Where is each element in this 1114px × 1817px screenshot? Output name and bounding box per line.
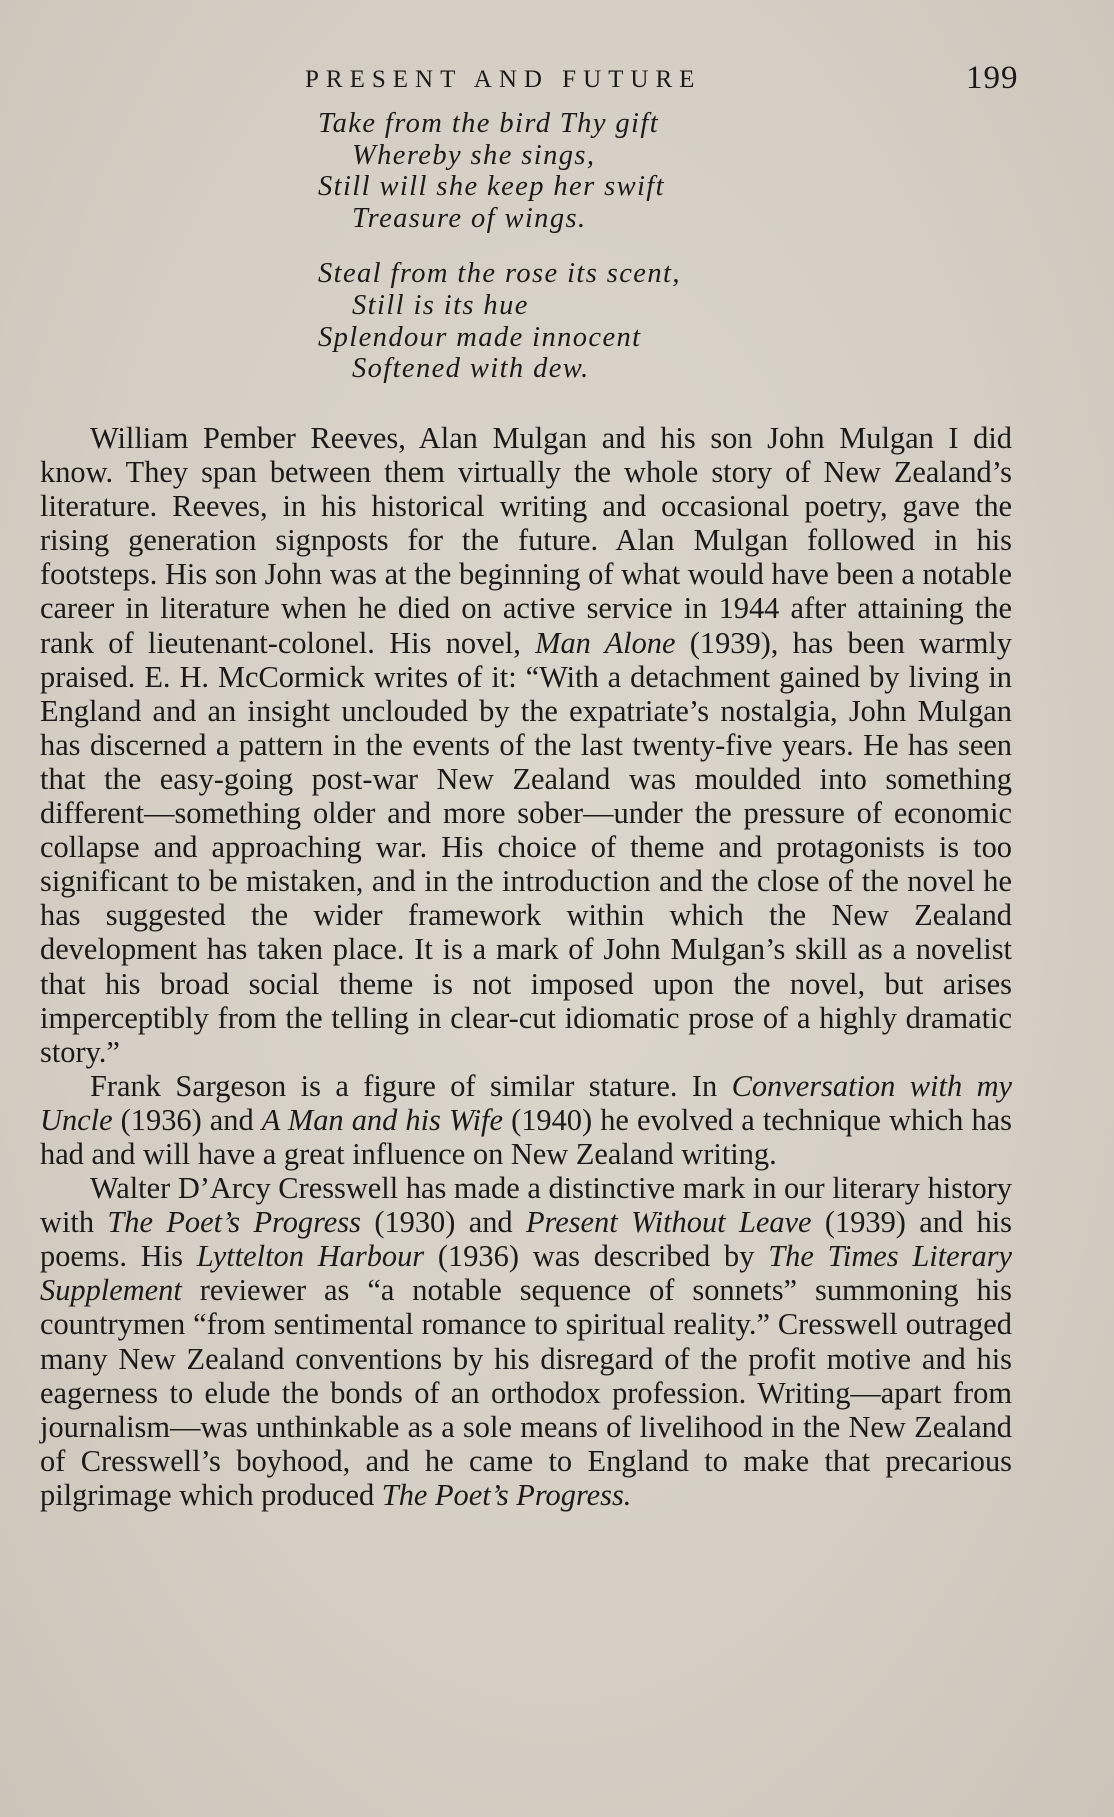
paragraph-text: Frank Sargeson is a figure of similar stature. In [90, 1068, 732, 1103]
poem-stanza [318, 108, 818, 234]
paragraph-text: (1930) and [360, 1205, 526, 1240]
book-title-italic: Lyttelton Harbour [196, 1239, 425, 1274]
running-title: PRESENT AND FUTURE [305, 66, 702, 93]
poem-stanza [318, 258, 818, 384]
paragraph-text: reviewer as “a notable sequence of sonnets” summoning his countrymen “from sentimental romance to spiritual reality.” Cresswell outraged many New Zealand conventions by his disregard of the profit motive and his eagerness to elude the bonds of an orthodox profession. Writing—apart from journalism—was unthinkable as a sole means of livelihood in the New Zealand of Cresswell’s boyhood, and he came to England to make that precarious pilgrimage which produced [40, 1273, 1012, 1512]
book-title-italic: Present Without Leave [525, 1205, 812, 1240]
paragraph-text: (1939) and his poems. His [40, 1205, 1012, 1274]
book-title-italic: The Poet’s Progress [107, 1205, 361, 1240]
paragraph-sargeson [40, 1069, 1012, 1171]
paragraph-text: (1939), has been warmly praised. E. H. McCormick writes of it: “With a detachment gained by living in England and an insight unclouded by the expatriate’s nostalgia, John Mulgan has discerned a pattern in the events of the last twenty-five years. He has seen that the easy-going post-war New Zealand was moulded into something different—something older and more sober—under the pressure of economic collapse and approaching war. His choice of theme and protagonists is too significant to be mistaken, and in the introduction and the close of the novel he has suggested the wider framework within which the New Zealand development has taken place. It is a mark of John Mulgan’s skill as a novelist that his broad social theme is not imposed upon the novel, but arises imperceptibly from the telling in clear-cut idiomatic prose of a highly dramatic story.” [40, 625, 1012, 1069]
poem-quotation [318, 108, 818, 409]
paragraph-cresswell [40, 1171, 1012, 1512]
poem-line: Softened with dew. [352, 353, 590, 385]
paragraph-text: (1936) and [112, 1102, 262, 1137]
paragraph-text: (1940) he evolved a technique which has had and will have a great influence on New Zealand writing. [40, 1102, 1012, 1171]
paragraph-mulgan [40, 421, 1012, 1069]
book-title-italic: Conversation with my Uncle [40, 1068, 1013, 1137]
book-title-italic: A Man and his Wife [261, 1102, 503, 1137]
running-head [0, 60, 1114, 100]
poem-line: Still is its hue [352, 289, 529, 321]
poem-line: Steal from the rose its scent, [318, 258, 681, 290]
body-text [40, 421, 1012, 1512]
paragraph-text: (1936) was described by [424, 1239, 769, 1274]
paragraph-text: Walter D’Arcy Cresswell has made a distinctive mark in our literary history with [40, 1171, 1012, 1240]
book-title-italic: The Poet’s Progress. [381, 1477, 632, 1512]
book-title-italic: The Times Literary Supplement [40, 1239, 1013, 1308]
paragraph-text: William Pember Reeves, Alan Mulgan and his son John Mulgan I did know. They span between them virtually the whole story of New Zealand’s literature. Reeves, in his historical writing and occasional poetry, gave the rising generation signposts for the future. Alan Mulgan followed in his footsteps. His son John was at the beginning of what would have been a notable career in literature when he died on active service in 1944 after attaining the rank of lieutenant-colonel. His novel, [40, 421, 1012, 660]
book-title-italic: Man Alone [535, 625, 676, 660]
poem-line: Splendour made innocent [318, 321, 642, 353]
poem-line: Take from the bird Thy gift [318, 108, 660, 139]
poem-line: Still will she keep her swift [318, 171, 665, 203]
poem-line: Whereby she sings, [352, 139, 596, 171]
poem-line: Treasure of wings. [352, 202, 587, 234]
page-number: 199 [966, 60, 1019, 96]
